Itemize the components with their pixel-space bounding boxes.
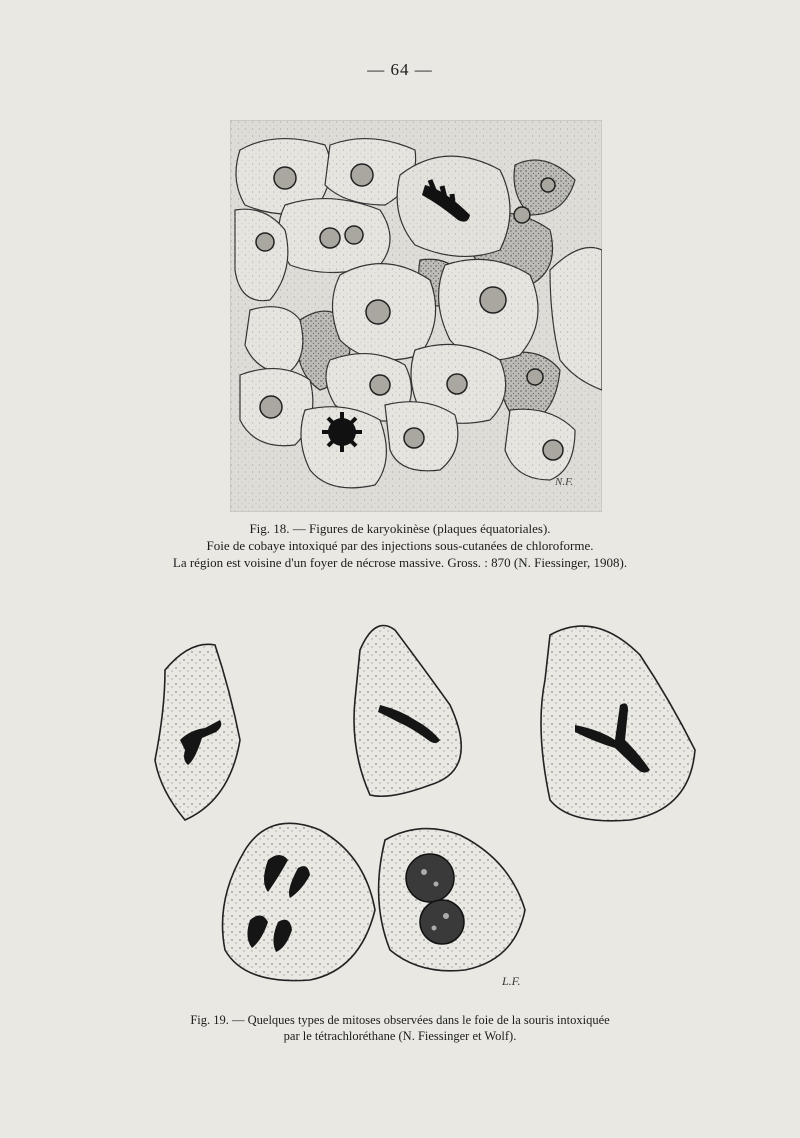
figure-19-caption-line2: par le tétrachloréthane (N. Fiessinger et Wolf). <box>283 1029 517 1043</box>
figure-19-caption <box>60 1012 740 1044</box>
figure-19-signature: L.F. <box>502 974 521 988</box>
figure-18-caption-title: Fig. 18. — Figures de karyokinèse (plaques équatoriales). <box>249 521 551 536</box>
figure-19-caption-title: Fig. 19. — Quelques types de mitoses observées dans le foie de la souris intoxiquée <box>190 1013 610 1027</box>
figure-19-illustration <box>150 610 710 1000</box>
figure-18-signature: N.F. <box>555 476 574 488</box>
figure-18-illustration <box>230 120 602 512</box>
page-number: — 64 — <box>367 60 433 79</box>
figure-18-caption <box>60 520 740 571</box>
figure-18-caption-line2: Foie de cobaye intoxiqué par des injections sous-cutanées de chloroforme. <box>206 538 594 553</box>
figure-18-caption-line3: La région est voisine d'un foyer de nécrose massive. Gross. : 870 (N. Fiessinger, 1908). <box>172 555 628 570</box>
